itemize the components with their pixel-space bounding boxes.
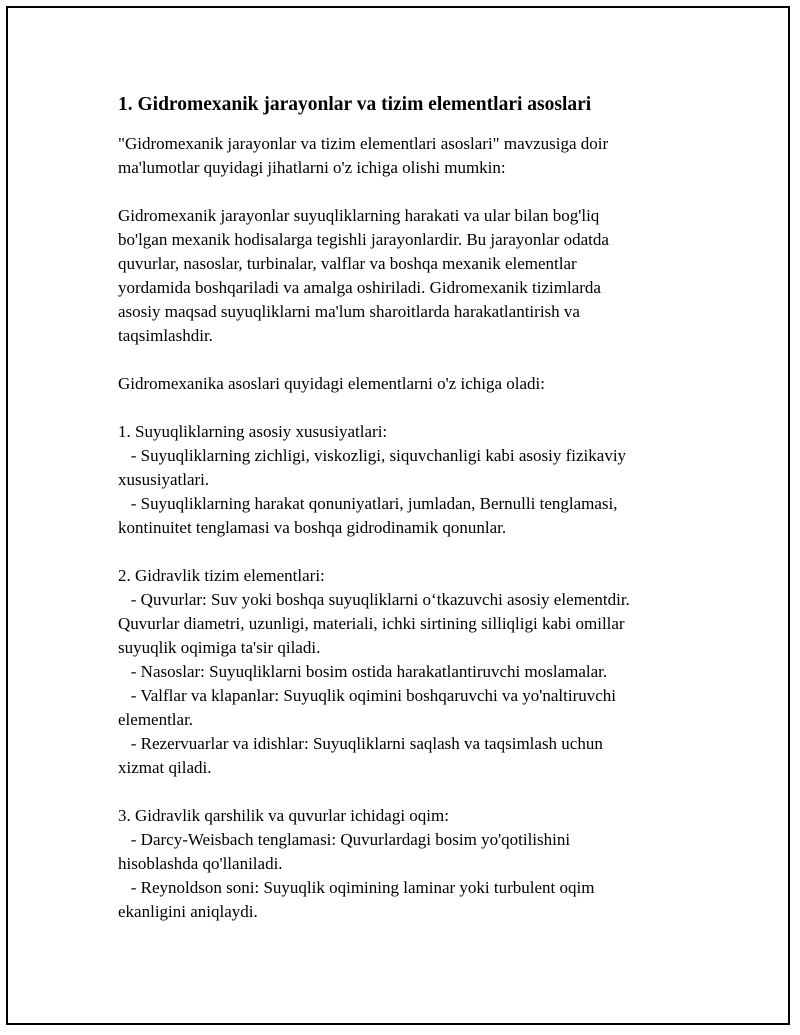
text-line: Gidromexanik jarayonlar suyuqliklarning harakati va ular bilan bog'liq bbox=[118, 206, 600, 225]
text-line: taqsimlashdir. bbox=[118, 326, 213, 345]
text-line: xizmat qiladi. bbox=[118, 758, 212, 777]
text-line: Gidromexanika asoslari quyidagi elementlarni o'z ichiga oladi: bbox=[118, 374, 545, 393]
text-line: ekanligini aniqlaydi. bbox=[118, 902, 258, 921]
blank-line bbox=[118, 780, 678, 804]
text-line: bo'lgan mexanik hodisalarga tegishli jarayonlardir. Bu jarayonlar odatda bbox=[118, 230, 609, 249]
text-line: "Gidromexanik jarayonlar va tizim elementlari asoslari" mavzusiga doir bbox=[118, 134, 609, 153]
text-line: - Valflar va klapanlar: Suyuqlik oqimini boshqaruvchi va yo'naltiruvchi bbox=[118, 686, 617, 705]
text-line: elementlar. bbox=[118, 710, 194, 729]
document-body bbox=[118, 92, 678, 924]
text-line: - Suyuqliklarning harakat qonuniyatlari, jumladan, Bernulli tenglamasi, bbox=[118, 494, 618, 513]
blank-line bbox=[118, 396, 678, 420]
text-line: ma'lumotlar quyidagi jihatlarni o'z ichiga olishi mumkin: bbox=[118, 158, 506, 177]
document-title: 1. Gidromexanik jarayonlar va tizim elementlari asoslari bbox=[118, 94, 592, 115]
text-line: yordamida boshqariladi va amalga oshiriladi. Gidromexanik tizimlarda bbox=[118, 278, 601, 297]
text-line: 2. Gidravlik tizim elementlari: bbox=[118, 566, 325, 585]
blank-line bbox=[118, 540, 678, 564]
text-line: 3. Gidravlik qarshilik va quvurlar ichidagi oqim: bbox=[118, 806, 449, 825]
text-line: - Reynoldson soni: Suyuqlik oqimining laminar yoki turbulent oqim bbox=[118, 878, 595, 897]
text-line: 1. Suyuqliklarning asosiy xususiyatlari: bbox=[118, 422, 388, 441]
blank-line bbox=[118, 348, 678, 372]
text-line: suyuqlik oqimiga ta'sir qiladi. bbox=[118, 638, 321, 657]
text-line: - Quvurlar: Suv yoki boshqa suyuqliklarni o‘tkazuvchi asosiy elementdir. bbox=[118, 590, 630, 609]
text-line: - Rezervuarlar va idishlar: Suyuqliklarni saqlash va taqsimlash uchun bbox=[118, 734, 603, 753]
text-line: hisoblashda qo'llaniladi. bbox=[118, 854, 283, 873]
text-line: xususiyatlari. bbox=[118, 470, 210, 489]
text-line: Quvurlar diametri, uzunligi, materiali, ichki sirtining silliqligi kabi omillar bbox=[118, 614, 625, 633]
document-lines bbox=[118, 132, 678, 924]
text-line: kontinuitet tenglamasi va boshqa gidrodinamik qonunlar. bbox=[118, 518, 507, 537]
blank-line bbox=[118, 180, 678, 204]
text-line: - Nasoslar: Suyuqliklarni bosim ostida harakatlantiruvchi moslamalar. bbox=[118, 662, 608, 681]
text-line: asosiy maqsad suyuqliklarni ma'lum sharoitlarda harakatlantirish va bbox=[118, 302, 580, 321]
text-line: - Suyuqliklarning zichligi, viskozligi, siquvchanligi kabi asosiy fizikaviy bbox=[118, 446, 627, 465]
text-line: quvurlar, nasoslar, turbinalar, valflar va boshqa mexanik elementlar bbox=[118, 254, 577, 273]
text-line: - Darcy-Weisbach tenglamasi: Quvurlardagi bosim yo'qotilishini bbox=[118, 830, 571, 849]
